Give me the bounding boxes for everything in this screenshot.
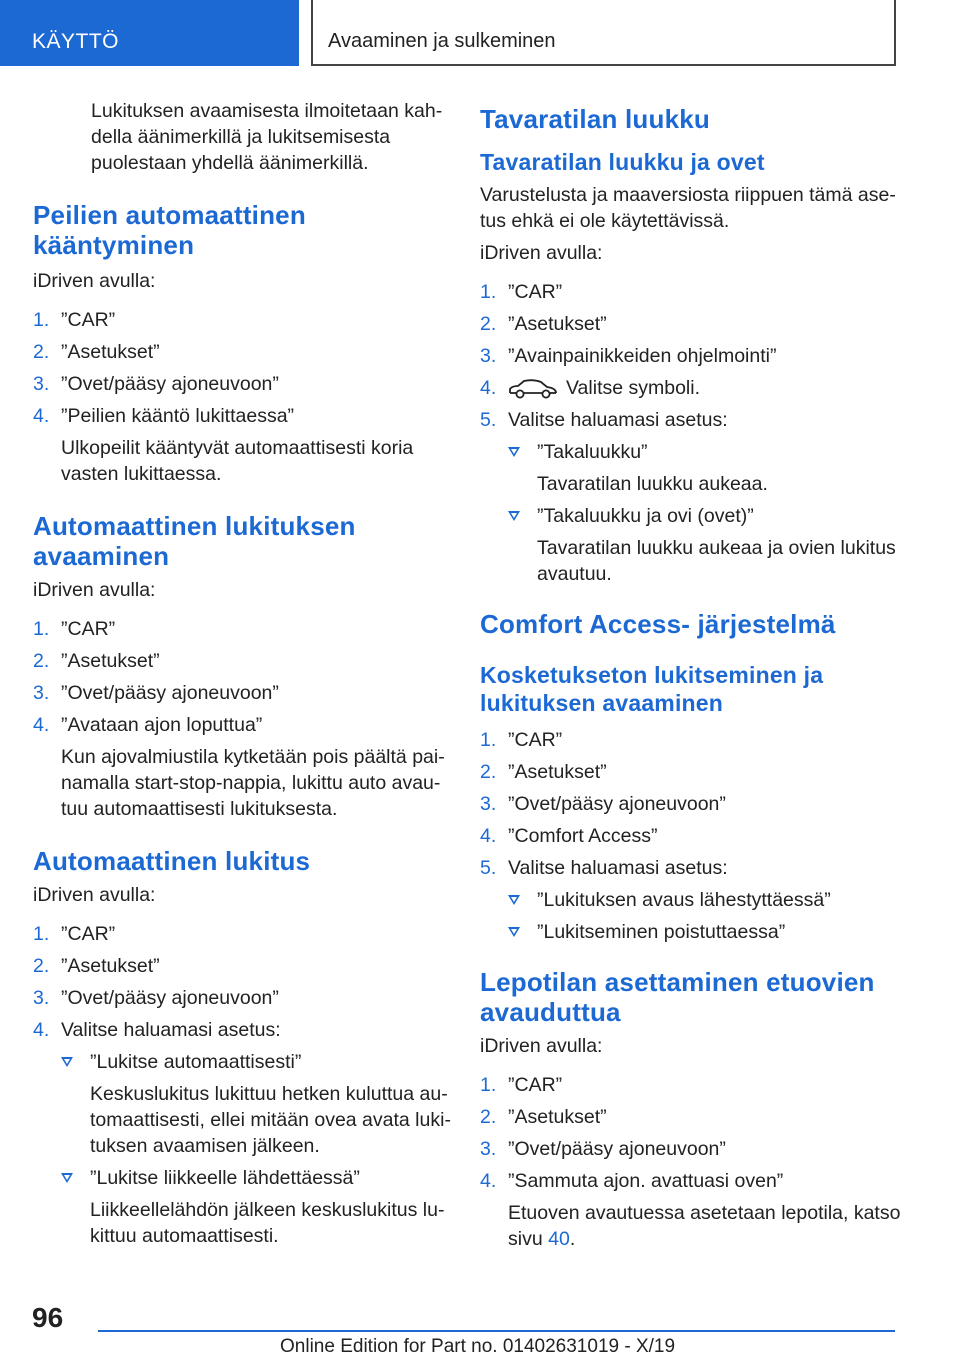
list-item: 2. ”Asetukset” [480, 313, 607, 335]
triangle-bullet-icon [61, 1057, 73, 1067]
list-item: 1. ”CAR” [480, 1074, 563, 1096]
section-title-mirrors: Peilien automaattinen kääntyminen [33, 200, 306, 260]
footer-divider [98, 1330, 895, 1332]
steps-list-auto-unlock [33, 616, 453, 822]
list-item: 3. ”Ovet/pääsy ajoneuvoon” [33, 987, 279, 1009]
list-item: 2. ”Asetukset” [480, 1106, 607, 1128]
step-description: Ulkopeilit kääntyvät automaattisesti koria vasten lukittaessa. [61, 437, 414, 485]
section-tab: KÄYTTÖ [0, 0, 299, 66]
option-description: Tavaratilan luukku aukeaa. [537, 473, 768, 495]
option-description: Tavaratilan luukku aukeaa ja ovien lukitus avautuu. [537, 537, 896, 585]
option-item: ”Lukitseminen poistuttaessa” [508, 919, 910, 945]
list-item: 1. ”CAR” [33, 309, 116, 331]
options-list [508, 439, 910, 587]
subsection-title-tailgate-doors: Tavaratilan luukku ja ovet [480, 149, 765, 175]
steps-list-mirrors [33, 307, 453, 487]
step-description: Kun ajovalmiustila kytketään pois päältä painamalla start-stop-nappia, lukittu auto avautuu automaattisesti lukituksesta. [61, 746, 445, 820]
option-item: ”Lukitse automaattisesti” Keskuslukitus lukittuu hetken kuluttua automaattisesti, ellei mitään ovea avata lukituksen avaamisen jälkeen. [61, 1049, 453, 1159]
list-item: 2. ”Asetukset” [480, 761, 607, 783]
section-title-auto-lock: Automaattinen lukitus [33, 846, 311, 876]
option-item: ”Takaluukku ja ovi (ovet)” Tavaratilan luukku aukeaa ja ovien lukitus avautuu. [508, 503, 910, 587]
steps-list-comfort-access [480, 727, 910, 945]
option-description: Liikkeellelähdön jälkeen keskuslukitus lukittuu automaattisesti. [90, 1199, 445, 1247]
list-item: 4. Valitse symboli. [480, 377, 701, 399]
subsection-title-keyless: Kosketukseton lukitseminen ja lukituksen avaaminen [480, 662, 824, 716]
section-title-auto-unlock: Automaattinen lukituksen avaaminen [33, 511, 356, 571]
list-item: 3. ”Avainpainikkeiden ohjelmointi” [480, 345, 777, 367]
lead-text: iDriven avulla: [480, 242, 603, 264]
left-column [33, 98, 453, 1255]
section-title-standby: Lepotilan asettaminen etuovien avauduttua [480, 967, 875, 1027]
triangle-bullet-icon [508, 511, 520, 521]
step-description: Etuoven avautuessa asetetaan lepotila, katso sivu 40. [508, 1202, 901, 1250]
option-item: ”Lukitse liikkeelle lähdettäessä” Liikkeellelähdön jälkeen keskuslukitus lukittuu automaattisesti. [61, 1165, 453, 1249]
list-item: 5. Valitse haluamasi asetus: ”Lukituksen avaus lähestyttäessä” ”Lukitseminen poistuttaessa” [480, 855, 910, 945]
lead-text: iDriven avulla: [33, 270, 156, 292]
list-item: 4. Valitse haluamasi asetus: ”Lukitse automaattisesti” Keskuslukitus lukittuu hetken kuluttua automaattisesti, ellei mitään ovea avata lukituksen avaamisen jälkeen. ”Lukitse liikkeelle lähdettäessä” Liikkeellelähdön jälkeen keskuslukitus lukittuu automaattisesti. [33, 1017, 453, 1249]
steps-list-auto-lock [33, 921, 453, 1249]
list-item: 4. ”Peilien kääntö lukittaessa” Ulkopeilit kääntyvät automaattisesti koria vasten lukittaessa. [33, 403, 453, 487]
section-title-comfort-access: Comfort Access- järjestelmä [480, 609, 836, 639]
list-item: 4. ”Sammuta ajon. avattuasi oven” Etuoven avautuessa asetetaan lepotila, katso sivu 40. [480, 1168, 910, 1252]
list-item: 3. ”Ovet/pääsy ajoneuvoon” [33, 682, 279, 704]
triangle-bullet-icon [508, 447, 520, 457]
list-item: 2. ”Asetukset” [33, 341, 160, 363]
triangle-bullet-icon [508, 895, 520, 905]
page-header [0, 0, 960, 66]
list-item: 3. ”Ovet/pääsy ajoneuvoon” [33, 373, 279, 395]
chapter-title: Avaaminen ja sulkeminen [311, 0, 896, 66]
lead-text: iDriven avulla: [33, 884, 156, 906]
list-item: 5. Valitse haluamasi asetus: ”Takaluukku” Tavaratilan luukku aukeaa. ”Takaluukku ja ovi (ovet)” Tavaratilan luukku aukeaa ja ovien lukitus avautuu. [480, 407, 910, 587]
list-item: 4. ”Avataan ajon loputtua” Kun ajovalmiustila kytketään pois päältä painamalla start-stop-nappia, lukittu auto avautuu automaattisesti lukituksesta. [33, 712, 453, 822]
list-item: 3. ”Ovet/pääsy ajoneuvoon” [480, 1138, 726, 1160]
lead-text: iDriven avulla: [33, 579, 156, 601]
list-item: 1. ”CAR” [480, 281, 563, 303]
list-item: 1. ”CAR” [480, 729, 563, 751]
triangle-bullet-icon [508, 927, 520, 937]
edition-footer: Online Edition for Part no. 01402631019 - X/19 [280, 1336, 676, 1357]
steps-list-tailgate [480, 279, 910, 587]
section-title-tailgate: Tavaratilan luukku [480, 104, 710, 134]
steps-list-standby [480, 1072, 910, 1252]
car-symbol-icon [508, 378, 558, 400]
list-item: 2. ”Asetukset” [33, 955, 160, 977]
list-item: 4. ”Comfort Access” [480, 825, 658, 847]
right-column [480, 98, 910, 1258]
options-list [61, 1049, 453, 1249]
intro-paragraph: Lukituksen avaamisesta ilmoitetaan kahdella äänimerkillä ja lukitsemisesta puolestaan yhdellä äänimerkillä. [91, 100, 443, 174]
page-number: 96 [32, 1302, 64, 1333]
lead-text: iDriven avulla: [480, 1035, 603, 1057]
availability-note: Varustelusta ja maaversiosta riippuen tämä asetus ehkä ei ole käytettävissä. [480, 184, 896, 232]
list-item: 3. ”Ovet/pääsy ajoneuvoon” [480, 793, 726, 815]
option-item: ”Takaluukku” Tavaratilan luukku aukeaa. [508, 439, 910, 497]
triangle-bullet-icon [61, 1173, 73, 1183]
list-item: 1. ”CAR” [33, 618, 116, 640]
page-reference-link[interactable]: 40 [548, 1228, 570, 1250]
options-list [508, 887, 910, 945]
option-item: ”Lukituksen avaus lähestyttäessä” [508, 887, 910, 913]
list-item: 2. ”Asetukset” [33, 650, 160, 672]
list-item: 1. ”CAR” [33, 923, 116, 945]
option-description: Keskuslukitus lukittuu hetken kuluttua automaattisesti, ellei mitään ovea avata lukituksen avaamisen jälkeen. [90, 1083, 451, 1157]
